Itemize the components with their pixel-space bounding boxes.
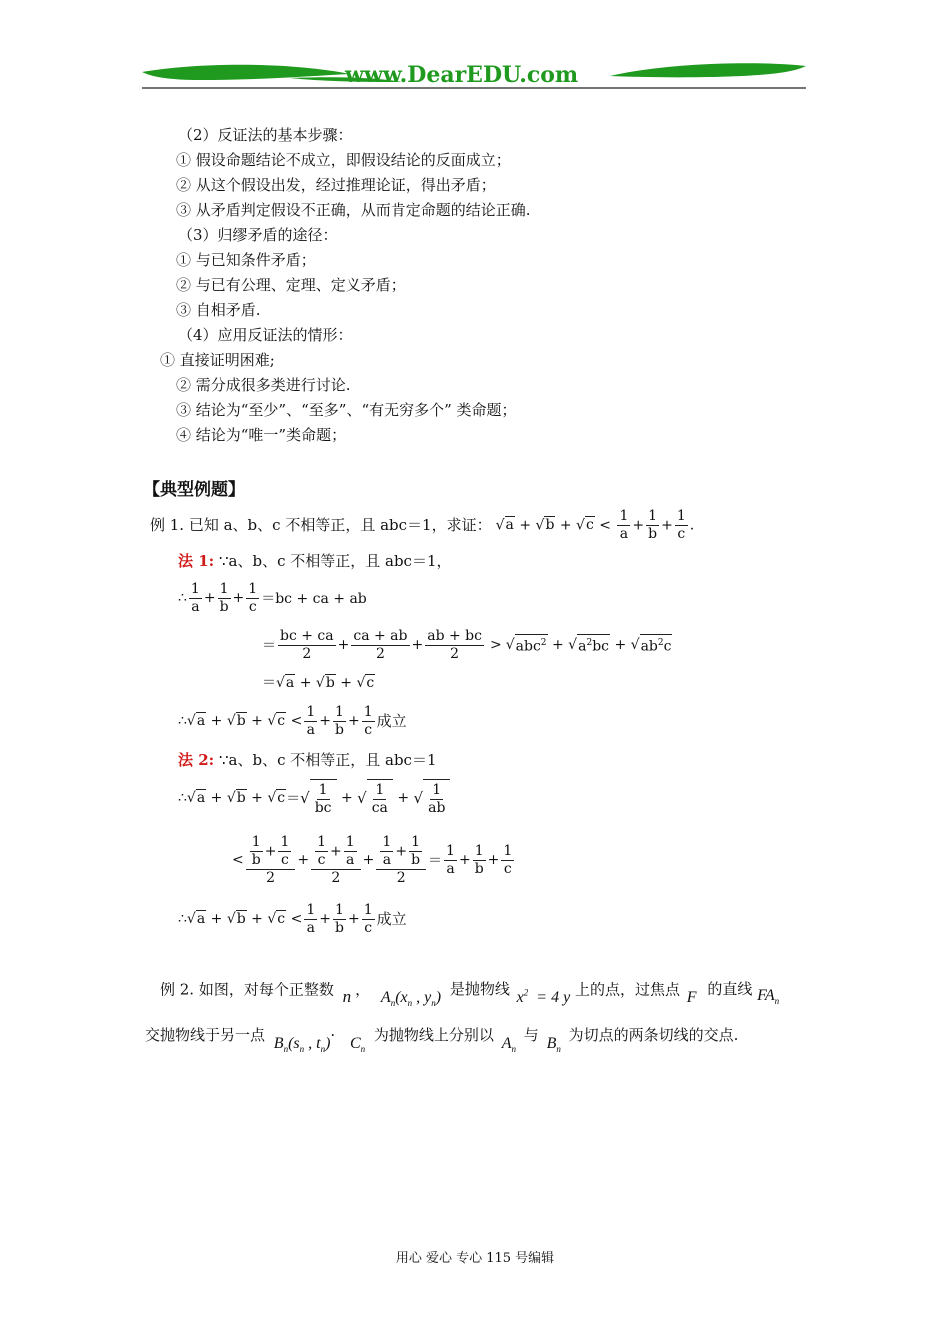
steps-title: （2）反证法的基本步骤： xyxy=(178,126,353,144)
path-1: ① 与已知条件矛盾； xyxy=(176,251,316,269)
method1-step1-rhs: ＝bc + ca + ab xyxy=(261,591,367,607)
path-3: ③ 自相矛盾. xyxy=(176,301,261,319)
example2-text-g: 与 xyxy=(523,1026,539,1044)
page-footer: 用心 爱心 专心 115 号编辑 xyxy=(395,1251,555,1266)
method2-conclusion: ∴ √ a + √ b + √ c < $\frac{1}{a}$ + $\frac{1}{b}$ + $\frac{1}{c}$ 成立 xyxy=(178,901,407,936)
step-1: ① 假设命题结论不成立，即假设结论的反面成立； xyxy=(176,151,511,169)
case-2: ② 需分成很多类进行讨论. xyxy=(176,376,351,394)
section-title: 【典型例题】 xyxy=(143,480,245,500)
method2-step1: ∴ √ a + √ b + √ c ＝ √ $\frac{1}{bc}$ + √ $\frac{1}{ca}$ + √ $\frac{1}{ab}$ xyxy=(178,776,450,820)
method2-given: ∵a、b、c 不相等正，且 abc＝1 xyxy=(218,751,437,769)
example1-intro xyxy=(150,508,694,542)
example2-text-d: 的直线 xyxy=(707,980,753,999)
method1-header xyxy=(178,551,452,571)
method1-step2: ＝ $\frac{bc + ca}{2}$ + $\frac{ca + ab}{2}$ + $\frac{ab + bc}{2}$ > √ abc$^2$ + √ $a^2bc$ + √ $ab^2c$ xyxy=(262,627,672,662)
method1-label: 法 1: xyxy=(178,552,215,570)
example2-line2: 交抛物线于另一点 $B_n(s_n$ , $t_n)\cdot C_n$ 为抛物线上分别以 $A_n$ 与 $B_n$ 为切点的两条切线的交点. xyxy=(145,1026,739,1055)
path-2: ② 与已有公理、定理、定义矛盾； xyxy=(176,276,406,294)
example2-text-b: 是抛物线 xyxy=(449,980,510,999)
example2-text-f: 为抛物线上分别以 xyxy=(373,1026,494,1044)
method2-header xyxy=(178,750,437,770)
method1-conclusion: ∴ √ a + √ b + √ c < $\frac{1}{a}$ + $\frac{1}{b}$ + $\frac{1}{c}$ 成立 xyxy=(178,703,407,738)
cases-title: （4）应用反证法的情形： xyxy=(178,326,353,344)
example2-text-e: 交抛物线于另一点 xyxy=(145,1026,266,1044)
method1-given: ∵a、b、c 不相等正，且 abc＝1， xyxy=(218,552,452,570)
example1-intro-text: 例 1. 已知 a、b、c 不相等正，且 abc＝1，求证： xyxy=(150,516,492,534)
method1-step1: ∴ $\frac{1}{a}$ + $\frac{1}{b}$ + $\frac{1}{c}$ ＝bc + ca + ab xyxy=(178,580,367,615)
case-1: ① 直接证明困难; xyxy=(160,351,275,369)
site-logo-text: www.DearEDU.com xyxy=(345,62,579,88)
method2-step2: < $\frac{1}{b}$ + $\frac{1}{c}$ 2 + $\frac{1}{c}$ + $\frac{1}{a}$ 2 + $\frac{1}{a}$ + $\frac{1}{b}$ 2 ＝ $\frac{1}{a}$ + $\frac{1}{b}$ + $\frac{1}{c}$ xyxy=(232,833,513,886)
step-2: ② 从这个假设出发，经过推理论证，得出矛盾； xyxy=(176,176,496,194)
example2-text-h: 为切点的两条切线的交点. xyxy=(568,1026,739,1044)
case-3: ③ 结论为“至少”、“至多”、“有无穷多个” 类命题； xyxy=(176,401,517,419)
example2-line1: 例 2. 如图，对每个正整数 n ， $A_n(x_n$ , $y_n$) 是抛物线 $x^2 = 4$ y 上的点，过焦点 F 的直线 $FA_n$ xyxy=(160,980,780,1009)
example2-text-c: 上的点，过焦点 xyxy=(574,980,680,999)
header-banner xyxy=(140,58,808,94)
method2-conclusion-text: 成立 xyxy=(376,910,407,928)
step-3: ③ 从矛盾判定假设不正确，从而肯定命题的结论正确. xyxy=(176,201,531,219)
method1-conclusion-text: 成立 xyxy=(376,712,407,730)
case-4: ④ 结论为“唯一”类命题； xyxy=(176,426,347,444)
method2-label: 法 2: xyxy=(178,751,215,769)
method1-step3: ＝√a + √b + √c xyxy=(262,675,375,691)
example2-text-a: 例 2. 如图，对每个正整数 xyxy=(160,980,334,999)
paths-title: （3）归缪矛盾的途径： xyxy=(178,226,338,244)
example1-claim-formula: √a + √b + √c < $\frac{1}{a}$ + $\frac{1}{b}$ + $\frac{1}{c}$ . xyxy=(495,507,695,542)
